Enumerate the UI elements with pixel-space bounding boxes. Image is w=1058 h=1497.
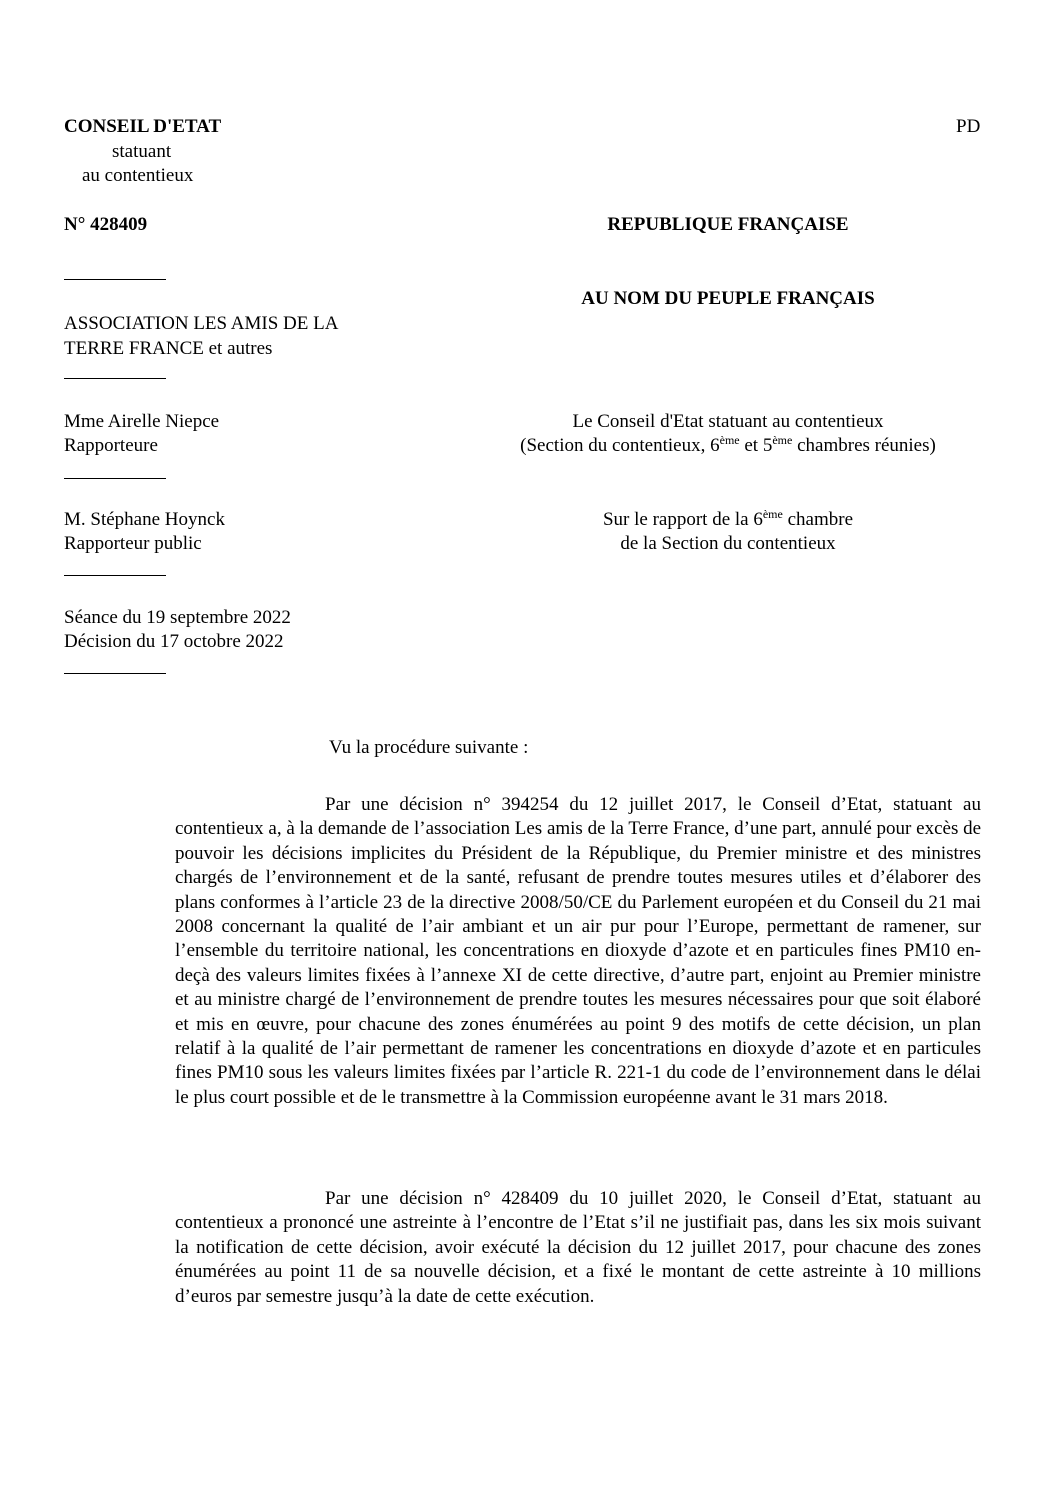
rapporteur-public-name: M. Stéphane Hoynck: [64, 509, 225, 530]
rapporteur-name: Mme Airelle Niepce: [64, 411, 220, 432]
au-nom-heading: AU NOM DU PEUPLE FRANÇAIS: [581, 288, 875, 309]
formation-line-1: Le Conseil d'Etat statuant au contentieux: [572, 411, 884, 432]
divider: [64, 575, 166, 576]
report-line-2: de la Section du contentieux: [620, 533, 836, 554]
formation-line-2: [496, 434, 960, 458]
divider: [64, 478, 166, 479]
paragraph-2-text: Par une décision n° 428409 du 10 juillet 2020, le Conseil d’Etat, statuant au contentieux a prononcé une astreinte à l’encontre de l’Etat s’il ne justifiait pas, dans les six mois suivant la notification de cette décision, avoir exécuté la décision du 12 juillet 2017, pour chacune des zones énumérées au point 11 de sa nouvelle décision, et a fixé le montant de cette astreinte à 10 millions d’euros par semestre jusqu’à la date de cette exécution.: [175, 1188, 981, 1307]
initials: PD: [956, 116, 981, 137]
paragraph-2: [175, 1187, 981, 1309]
parties-line-2: TERRE FRANCE et autres: [64, 338, 273, 359]
paragraph-1: [175, 793, 981, 1110]
divider: [64, 673, 166, 674]
court-name: CONSEIL D'ETAT: [64, 116, 222, 137]
republic-heading: REPUBLIQUE FRANÇAISE: [607, 214, 849, 235]
report-line-1-part-a: Sur le rapport de la 6: [602, 509, 763, 530]
formation-line-2-part-b: et 5: [739, 435, 773, 456]
formation-line-2-part-a: (Section du contentieux, 6: [520, 435, 720, 456]
divider: [64, 378, 166, 379]
seance-date: Séance du 19 septembre 2022: [64, 607, 291, 628]
formation-line-2-part-c: chambres réunies): [792, 435, 936, 456]
paragraph-1-text: Par une décision n° 394254 du 12 juillet 2017, le Conseil d’Etat, statuant au contentieux a, à la demande de l’association Les amis de la Terre France, d’une part, annulé pour excès de pouvoir les décisions implicites du Président de la République, du Premier ministre et des ministres chargés de l’environnement et de la santé, refusant de prendre toutes mesures utiles et d’élaborer des plans conformes à l’article 23 de la directive 2008/50/CE du Parlement européen et du Conseil du 21 mai 2008 concernant la qualité de l’air ambiant et un air pur pour l’Europe, permettant de ramener, sur l’ensemble du territoire national, les concentrations en dioxyde d’azote et en particules fines PM10 en-deçà des valeurs limites fixées à l’annexe XI de cette directive, d’autre part, enjoint au Premier ministre et au ministre chargé de l’environnement de prendre toutes les mesures nécessaires pour que soit élaboré et mis en œuvre, pour chacune des zones énumérées au point 9 des motifs de cette décision, un plan relatif à la qualité de l’air permettant de ramener les concentrations en dioxyde d’azote et en particules fines PM10 sous les valeurs limites fixées par l’article R. 221-1 du code de l’environnement dans le délai le plus court possible et de le transmettre à la Commission européenne avant le 31 mars 2018.: [175, 794, 982, 1108]
rapporteur-public-role: Rapporteur public: [64, 533, 202, 554]
report-line-1: [500, 508, 956, 532]
divider: [64, 279, 166, 280]
case-number: N° 428409: [64, 214, 148, 235]
court-subtitle-2: au contentieux: [82, 165, 194, 186]
report-line-1-part-b: chambre: [782, 509, 854, 530]
parties-line-1: ASSOCIATION LES AMIS DE LA: [64, 313, 339, 334]
vu-heading: Vu la procédure suivante :: [329, 737, 529, 758]
rapporteur-role: Rapporteure: [64, 435, 158, 456]
court-subtitle-1: statuant: [112, 141, 172, 162]
decision-date: Décision du 17 octobre 2022: [64, 631, 284, 652]
formation-line-2-sup-2: ème: [772, 433, 793, 447]
report-line-1-sup: ème: [762, 507, 783, 521]
formation-line-2-sup-1: ème: [719, 433, 740, 447]
